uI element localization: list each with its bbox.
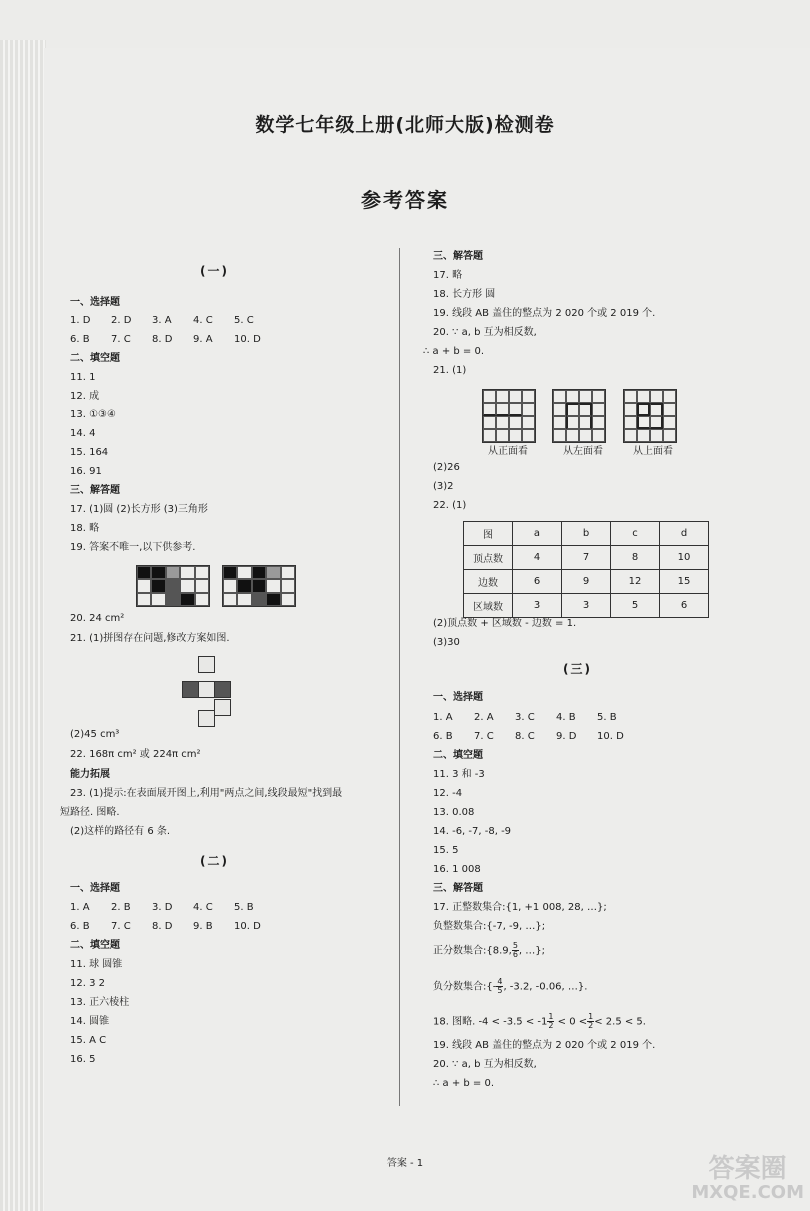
s1-choice-row-2: 6. B 7. C 8. D 9. A 10. D [70, 334, 261, 345]
watermark-logo: 答案圈 MXQE.COM [691, 1153, 804, 1204]
s1-choice-row-1: 1. D 2. D 3. A 4. C 5. C [70, 315, 254, 326]
s1-answer-21b: (2)45 cm³ [70, 729, 120, 740]
table-row: 边数 6 9 12 15 [464, 570, 709, 594]
r-answer-22b: (2)顶点数 + 区域数 - 边数 = 1. [433, 618, 577, 629]
table-header-row: 图 a b c d [464, 522, 709, 546]
r-answer-18: 18. 长方形 圆 [433, 289, 496, 300]
q19-grid-2 [222, 565, 296, 607]
s1-answer-22: 22. 168π cm² 或 224π cm² [70, 749, 201, 760]
s2-fill-14: 14. 圆锥 [70, 1016, 110, 1027]
s3-answer-17b: 负整数集合:{-7, -9, …}; [433, 921, 546, 932]
r-answer-20b: ∴ a + b = 0. [423, 346, 485, 357]
r-answer-22c: (3)30 [433, 637, 460, 648]
page-title: 数学七年级上册(北师大版)检测卷 [255, 114, 555, 136]
s3-fill-11: 11. 3 和 -3 [433, 769, 485, 780]
s1-answer-heading: 三、解答题 [70, 485, 120, 496]
s3-fill-14: 14. -6, -7, -8, -9 [433, 826, 512, 837]
s2-choice-row-2: 6. B 7. C 8. D 9. B 10. D [70, 921, 261, 932]
s2-fill-15: 15. A C [70, 1035, 107, 1046]
s2-fill-13: 13. 正六棱柱 [70, 997, 130, 1008]
section-3-heading: (三) [563, 662, 592, 676]
s2-fill-11: 11. 球 圆锥 [70, 959, 123, 970]
s1-answer-19: 19. 答案不唯一,以下供参考. [70, 542, 196, 553]
s3-answer-heading: 三、解答题 [433, 883, 483, 894]
view-left-grid [552, 389, 606, 443]
s2-choice-row-1: 1. A 2. B 3. D 4. C 5. B [70, 902, 254, 913]
s3-answer-18: 18. 图略. -4 < -3.5 < -1 $\frac{1}{2}$ < 0 < $\frac{1}{2}$ < 2.5 < 5. [433, 1012, 646, 1030]
section-2-heading: (二) [200, 854, 229, 868]
q22-table [463, 521, 709, 618]
s2-fill-heading: 二、填空题 [70, 940, 120, 951]
s1-fill-heading: 二、填空题 [70, 353, 120, 364]
view-left-label: 从左面看 [563, 446, 603, 457]
view-front-label: 从正面看 [488, 446, 528, 457]
s1-extension-heading: 能力拓展 [70, 769, 110, 780]
s3-fill-13: 13. 0.08 [433, 807, 475, 818]
q21-net-figure [182, 656, 246, 728]
s1-fill-14: 14. 4 [70, 428, 96, 439]
s1-fill-11: 11. 1 [70, 372, 96, 383]
s3-fill-12: 12. -4 [433, 788, 463, 799]
s1-fill-12: 12. 成 [70, 391, 100, 402]
s1-fill-16: 16. 91 [70, 466, 102, 477]
s1-choice-heading: 一、选择题 [70, 297, 120, 308]
r-answer-21c: (3)2 [433, 481, 454, 492]
page-subtitle: 参考答案 [361, 188, 449, 212]
s1-answer-23b: 短路径. 图略. [60, 807, 120, 818]
s1-answer-20: 20. 24 cm² [70, 613, 125, 624]
s1-answer-21: 21. (1)拼图存在问题,修改方案如图. [70, 633, 230, 644]
table-row: 区域数 3 3 5 6 [464, 594, 709, 618]
view-top-label: 从上面看 [633, 446, 673, 457]
r-answer-17: 17. 略 [433, 270, 463, 281]
r-answer-22: 22. (1) [433, 500, 467, 511]
r-answer-21: 21. (1) [433, 365, 467, 376]
table-row: 顶点数 4 7 8 10 [464, 546, 709, 570]
s2-fill-16: 16. 5 [70, 1054, 96, 1065]
s2-choice-heading: 一、选择题 [70, 883, 120, 894]
s1-fill-13: 13. ①③④ [70, 409, 116, 420]
r-answer-heading: 三、解答题 [433, 251, 483, 262]
s3-answer-17c: 正分数集合:{8.9, $\frac{5}{6}$ , …}; [433, 941, 546, 959]
view-front-grid [482, 389, 536, 443]
page-edge [0, 40, 46, 1211]
s3-fill-15: 15. 5 [433, 845, 459, 856]
s1-answer-23a: 23. (1)提示:在表面展开图上,利用"两点之间,线段最短"找到最 [70, 788, 343, 799]
s3-fill-16: 16. 1 008 [433, 864, 481, 875]
s3-choice-row-1: 1. A 2. A 3. C 4. B 5. B [433, 712, 617, 723]
s3-answer-20b: ∴ a + b = 0. [433, 1078, 495, 1089]
s2-fill-12: 12. 3 2 [70, 978, 105, 989]
s3-fill-heading: 二、填空题 [433, 750, 483, 761]
r-answer-19: 19. 线段 AB 盖住的整点为 2 020 个或 2 019 个. [433, 308, 656, 319]
s3-answer-20a: 20. ∵ a, b 互为相反数, [433, 1059, 537, 1070]
s3-choice-heading: 一、选择题 [433, 692, 483, 703]
s1-answer-18: 18. 略 [70, 523, 100, 534]
s3-answer-19: 19. 线段 AB 盖住的整点为 2 020 个或 2 019 个. [433, 1040, 656, 1051]
r-answer-20a: 20. ∵ a, b 互为相反数, [433, 327, 537, 338]
s3-answer-17d: 负分数集合:{- $\frac{4}{5}$ , -3.2, -0.06, …}. [433, 977, 588, 995]
paper-sheet [44, 48, 810, 1211]
view-top-grid [623, 389, 677, 443]
s1-answer-23c: (2)这样的路径有 6 条. [70, 826, 171, 837]
r-answer-21b: (2)26 [433, 462, 460, 473]
s1-answer-17: 17. (1)圆 (2)长方形 (3)三角形 [70, 504, 208, 515]
s3-answer-17a: 17. 正整数集合:{1, +1 008, 28, …}; [433, 902, 607, 913]
page-footer: 答案 - 1 [386, 1158, 424, 1169]
s3-choice-row-2: 6. B 7. C 8. C 9. D 10. D [433, 731, 624, 742]
column-divider [399, 248, 400, 1106]
s1-fill-15: 15. 164 [70, 447, 109, 458]
q19-grid-1 [136, 565, 210, 607]
section-1-heading: (一) [200, 264, 229, 278]
